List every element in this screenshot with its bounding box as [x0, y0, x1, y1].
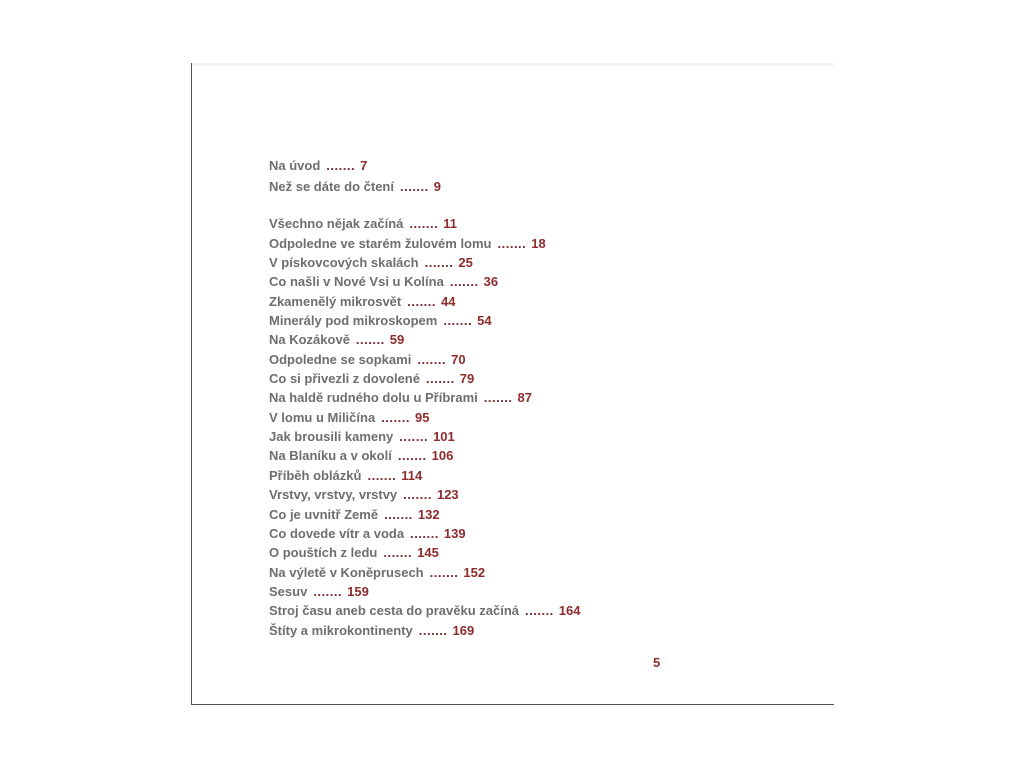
- toc-entry[interactable]: [269, 253, 581, 272]
- toc-entry-leader-dots: .......: [497, 235, 527, 251]
- toc-entry[interactable]: [269, 408, 581, 427]
- toc-entry-leader-dots: .......: [399, 429, 429, 445]
- toc-entry-title: Na výletě v Koněprusech: [269, 564, 424, 580]
- toc-entry[interactable]: [269, 292, 581, 311]
- toc-entry-leader-dots: .......: [384, 506, 413, 522]
- toc-entry-page-number: 159: [347, 583, 369, 599]
- toc-entry-leader-dots: .......: [525, 603, 554, 619]
- toc-entry-page-number: 79: [459, 371, 475, 387]
- toc-entry-title: Na Kozákově: [269, 332, 350, 348]
- toc-entry-title: Co si přivezli z dovolené: [269, 371, 420, 387]
- toc-entry[interactable]: [269, 524, 581, 543]
- toc-entry-page-number: 132: [417, 506, 440, 522]
- toc-entry[interactable]: [269, 330, 581, 349]
- toc-entry-leader-dots: .......: [383, 545, 413, 561]
- toc-entry-leader-dots: .......: [367, 467, 397, 483]
- toc-entry-leader-dots: .......: [418, 622, 448, 638]
- toc-entry-page-number: 169: [452, 622, 475, 638]
- toc-entry-leader-dots: .......: [417, 351, 447, 367]
- toc-entry[interactable]: [269, 350, 581, 369]
- toc-entry-page-number: 70: [451, 351, 466, 367]
- toc-entry[interactable]: [269, 543, 581, 562]
- toc-entry-leader-dots: .......: [410, 525, 439, 541]
- toc-entry-leader-dots: .......: [326, 158, 356, 173]
- toc-entry-title: Štíty a mikrokontinenty: [269, 622, 413, 638]
- toc-entry-page-number: 114: [401, 467, 423, 483]
- toc-entry-page-number: 9: [433, 179, 442, 194]
- toc-entry[interactable]: [269, 388, 581, 407]
- toc-entry[interactable]: [269, 601, 581, 620]
- toc-entry[interactable]: [269, 155, 581, 177]
- toc-entry-page-number: 11: [443, 216, 457, 232]
- toc-entry-title: Co našli v Nové Vsi u Kolína: [269, 274, 444, 290]
- toc-entry[interactable]: [269, 582, 581, 601]
- toc-entry-title: Stroj času aneb cesta do pravěku začíná: [269, 603, 519, 619]
- toc-entry[interactable]: [269, 177, 581, 196]
- toc-entry-title: Příběh oblázků: [269, 467, 362, 483]
- toc-entry[interactable]: [269, 369, 581, 388]
- toc-entry-page-number: 164: [558, 603, 581, 619]
- toc-entry-page-number: 54: [477, 313, 492, 329]
- toc-entry-page-number: 145: [417, 545, 439, 561]
- toc-entry-page-number: 101: [433, 429, 455, 445]
- toc-entry[interactable]: [269, 485, 581, 504]
- toc-entry-title: Jak brousili kameny: [269, 429, 394, 445]
- toc-entry-page-number: 25: [458, 255, 473, 271]
- toc-entry-leader-dots: .......: [443, 313, 473, 329]
- toc-entry-leader-dots: .......: [355, 332, 385, 348]
- toc-entry-title: Na úvod: [269, 158, 321, 173]
- toc-entry-title: Sesuv: [269, 583, 308, 599]
- toc-entry[interactable]: [269, 563, 581, 582]
- toc-entry[interactable]: [269, 621, 581, 640]
- toc-entry-title: Minerály pod mikroskopem: [269, 313, 438, 329]
- toc-entry-leader-dots: .......: [407, 293, 437, 309]
- toc-entry-title: Vrstvy, vrstvy, vrstvy: [269, 487, 398, 503]
- toc-entry-title: Odpoledne se sopkami: [269, 351, 412, 367]
- toc-entry-leader-dots: .......: [399, 179, 429, 194]
- toc-entry[interactable]: [269, 427, 581, 446]
- toc-entry-leader-dots: .......: [449, 274, 479, 290]
- toc-entry-page-number: 152: [463, 564, 486, 580]
- toc-entry[interactable]: [269, 272, 581, 291]
- toc-entry-title: Všechno nějak začíná: [269, 216, 404, 232]
- toc-entry-leader-dots: .......: [425, 371, 455, 387]
- toc-entry-page-number: 18: [531, 235, 546, 251]
- toc-entry-page-number: 87: [517, 390, 533, 406]
- toc-entry-title: Odpoledne ve starém žulovém lomu: [269, 235, 492, 251]
- toc-entry-title: Na Blaníku a v okolí: [269, 448, 392, 464]
- toc-entry-leader-dots: .......: [483, 390, 513, 406]
- toc-entry-page-number: 95: [414, 409, 430, 425]
- toc-entry-title: Co je uvnitř Země: [269, 506, 379, 522]
- toc-entry-page-number: 44: [441, 293, 456, 309]
- toc-entry-title: O pouštích z ledu: [269, 545, 378, 561]
- toc-entry[interactable]: [269, 234, 581, 253]
- toc-entry-leader-dots: .......: [313, 583, 343, 599]
- toc-entry-page-number: 123: [436, 487, 459, 503]
- toc-entry-leader-dots: .......: [424, 255, 454, 271]
- toc-entry-leader-dots: .......: [397, 448, 427, 464]
- toc-entry[interactable]: [269, 214, 581, 233]
- toc-entry-page-number: 59: [389, 332, 405, 348]
- toc-entry-leader-dots: .......: [429, 564, 459, 580]
- toc-entry[interactable]: [269, 466, 581, 485]
- toc-entry[interactable]: [269, 311, 581, 330]
- toc-entry-title: Zkamenělý mikrosvět: [269, 293, 402, 309]
- page-number: 5: [653, 655, 661, 670]
- toc-entry-leader-dots: .......: [403, 487, 432, 503]
- toc-entry-page-number: 106: [431, 448, 454, 464]
- toc-entry-title: V lomu u Miličína: [269, 409, 376, 425]
- toc-entry-title: V pískovcových skalách: [269, 255, 419, 271]
- toc-entry-leader-dots: .......: [409, 216, 439, 232]
- page-top-shadow: [192, 63, 834, 67]
- document-page: [191, 63, 834, 705]
- table-of-contents: [269, 155, 581, 640]
- toc-entry-title: Co dovede vítr a voda: [269, 525, 405, 541]
- toc-entry[interactable]: [269, 505, 581, 524]
- toc-entry-page-number: 139: [443, 525, 466, 541]
- toc-entry-page-number: 36: [483, 274, 499, 290]
- toc-entry-leader-dots: .......: [381, 409, 410, 425]
- toc-entry-title: Na haldě rudného dolu u Příbrami: [269, 390, 478, 406]
- toc-entry[interactable]: [269, 446, 581, 465]
- toc-entry-page-number: 7: [360, 158, 368, 173]
- toc-entry-title: Než se dáte do čtení: [269, 179, 394, 194]
